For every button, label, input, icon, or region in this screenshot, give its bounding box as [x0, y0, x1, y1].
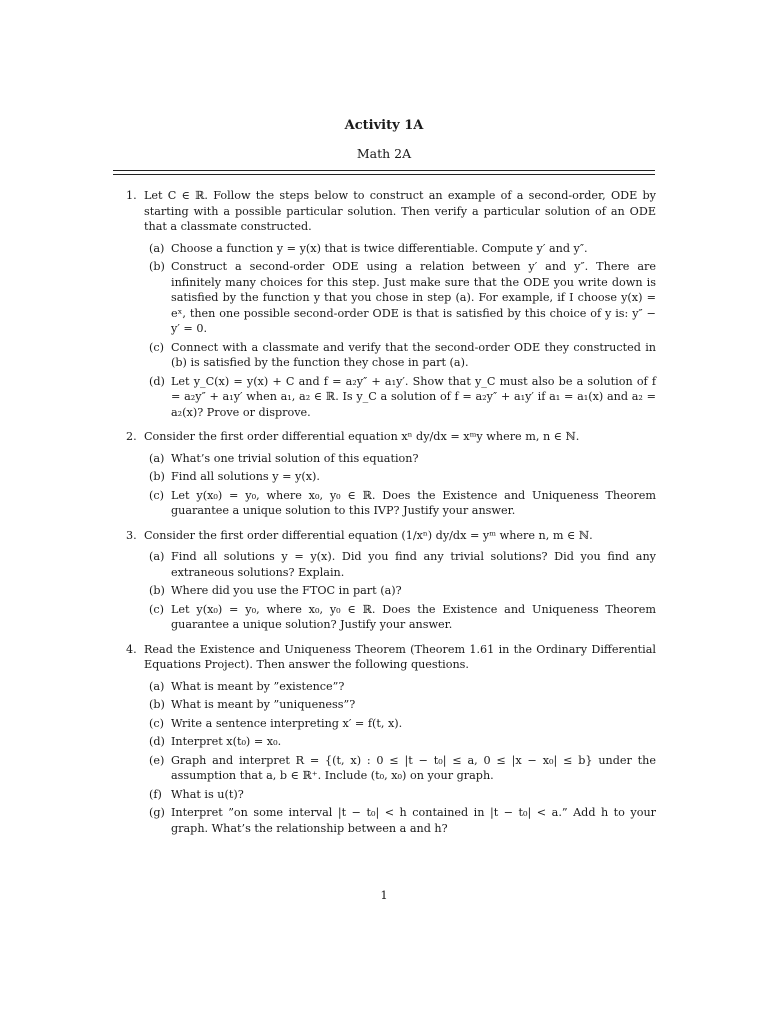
part — [144, 259, 656, 337]
problem-3 — [126, 528, 656, 633]
part — [144, 374, 656, 421]
part — [144, 805, 656, 836]
part-text: Let y_C(x) = y(x) + C and f = a₂y″ + a₁y′. Show that y_C must also be a solution of f = a₂y″ + a₁y′ when a₁, a₂ ∈ ℝ. Is y_C a solution of f = a₂y″ + a₁y′ if a₁ = a₁(x) and a₂ = a₂(x)? Prove or disprove. — [171, 374, 656, 419]
problem-number: 3. — [126, 528, 137, 542]
problem-text: Read the Existence and Uniqueness Theorem (Theorem 1.61 in the Ordinary Differential Equations Project). Then answer the following questions. — [144, 642, 656, 671]
problem-2 — [126, 429, 656, 519]
part — [144, 679, 656, 695]
part-label: (c) — [149, 340, 164, 354]
problem-parts — [144, 549, 656, 633]
part — [144, 716, 656, 732]
problem-parts — [144, 241, 656, 421]
part-label: (f) — [149, 787, 162, 801]
problem-text: Let C ∈ ℝ. Follow the steps below to construct an example of a second-order, ODE by starting with a possible particular solution. Then verify a particular solution of an ODE that a classmate constructed. — [144, 189, 656, 233]
part — [144, 787, 656, 803]
part — [144, 488, 656, 519]
part-label: (d) — [149, 735, 165, 748]
part-label: (c) — [149, 602, 164, 616]
problem-1 — [126, 188, 656, 420]
part — [144, 241, 656, 257]
problem-text: Consider the first order differential equation (1/xⁿ) dy/dx = yᵐ where n, m ∈ ℕ. — [144, 528, 593, 542]
part-label: (g) — [149, 806, 165, 819]
part-text: Interpret ”on some interval |t − t₀| < h contained in |t − t₀| < a.” Add h to your graph. What’s the relationship between a and h? — [171, 806, 656, 835]
part-text: What is meant by ”existence”? — [171, 679, 345, 693]
part-text: Find all solutions y = y(x). Did you find any trivial solutions? Did you find any extraneous solutions? Explain. — [171, 550, 656, 579]
part-label: (a) — [149, 550, 165, 563]
part-text: Interpret x(t₀) = x₀. — [171, 735, 282, 748]
part-label: (a) — [149, 241, 165, 255]
part — [144, 340, 656, 371]
part-text: Find all solutions y = y(x). — [171, 470, 320, 483]
title-rule-bottom — [113, 174, 655, 175]
part — [144, 451, 656, 467]
part-text: Choose a function y = y(x) that is twice differentiable. Compute y′ and y″. — [171, 241, 588, 255]
problem-number: 1. — [126, 189, 137, 202]
part-label: (b) — [149, 698, 165, 711]
part — [144, 602, 656, 633]
part-text: What is u(t)? — [171, 787, 244, 801]
part — [144, 734, 656, 750]
part-text: What’s one trivial solution of this equation? — [171, 451, 419, 465]
part — [144, 583, 656, 599]
part-label: (c) — [149, 716, 164, 730]
part-label: (b) — [149, 470, 165, 483]
part-label: (e) — [149, 753, 165, 767]
part-text: Construct a second-order ODE using a relation between y′ and y″. There are infinitely many choices for this step. Just make sure that the ODE you write down is satisfied by the function y that you chose in step (a). For example, if I choose y(x) = eˣ, then one possible second-order ODE is that is satisfied by this choice of y is: y″ − y′ = 0. — [171, 260, 656, 335]
part-text: What is meant by ”uniqueness”? — [171, 698, 356, 711]
page-number: 1 — [380, 888, 388, 902]
part — [144, 697, 656, 713]
problem-parts — [144, 451, 656, 519]
part-text: Graph and interpret R = {(t, x) : 0 ≤ |t − t₀| ≤ a, 0 ≤ |x − x₀| ≤ b} under the assumption that a, b ∈ ℝ⁺. Include (t₀, x₀) on your graph. — [171, 753, 656, 782]
title-rule-top — [113, 170, 655, 171]
part-label: (b) — [149, 260, 165, 273]
problem-number: 2. — [126, 430, 137, 443]
part — [144, 549, 656, 580]
part-label: (b) — [149, 584, 165, 597]
problem-number: 4. — [126, 642, 137, 656]
page-subtitle: Math 2A — [356, 146, 412, 161]
part — [144, 753, 656, 784]
part-text: Where did you use the FTOC in part (a)? — [171, 584, 402, 597]
part-label: (c) — [149, 488, 164, 502]
part-label: (a) — [149, 451, 165, 465]
part-text: Let y(x₀) = y₀, where x₀, y₀ ∈ ℝ. Does the Existence and Uniqueness Theorem guarantee a unique solution? Justify your answer. — [171, 602, 656, 631]
part-label: (d) — [149, 374, 165, 388]
part-text: Write a sentence interpreting x′ = f(t, x). — [171, 716, 403, 730]
part — [144, 469, 656, 485]
problem-text: Consider the first order differential equation xⁿ dy/dx = xᵐy where m, n ∈ ℕ. — [144, 430, 580, 443]
problem-parts — [144, 679, 656, 837]
part-text: Connect with a classmate and verify that the second-order ODE they constructed in (b) is satisfied by the function they chose in part (a). — [171, 340, 656, 369]
problem-list — [126, 188, 656, 845]
page-title: Activity 1A — [344, 118, 424, 133]
part-text: Let y(x₀) = y₀, where x₀, y₀ ∈ ℝ. Does the Existence and Uniqueness Theorem guarantee a unique solution to this IVP? Justify your answer. — [171, 488, 656, 517]
part-label: (a) — [149, 679, 165, 693]
problem-4 — [126, 642, 656, 837]
